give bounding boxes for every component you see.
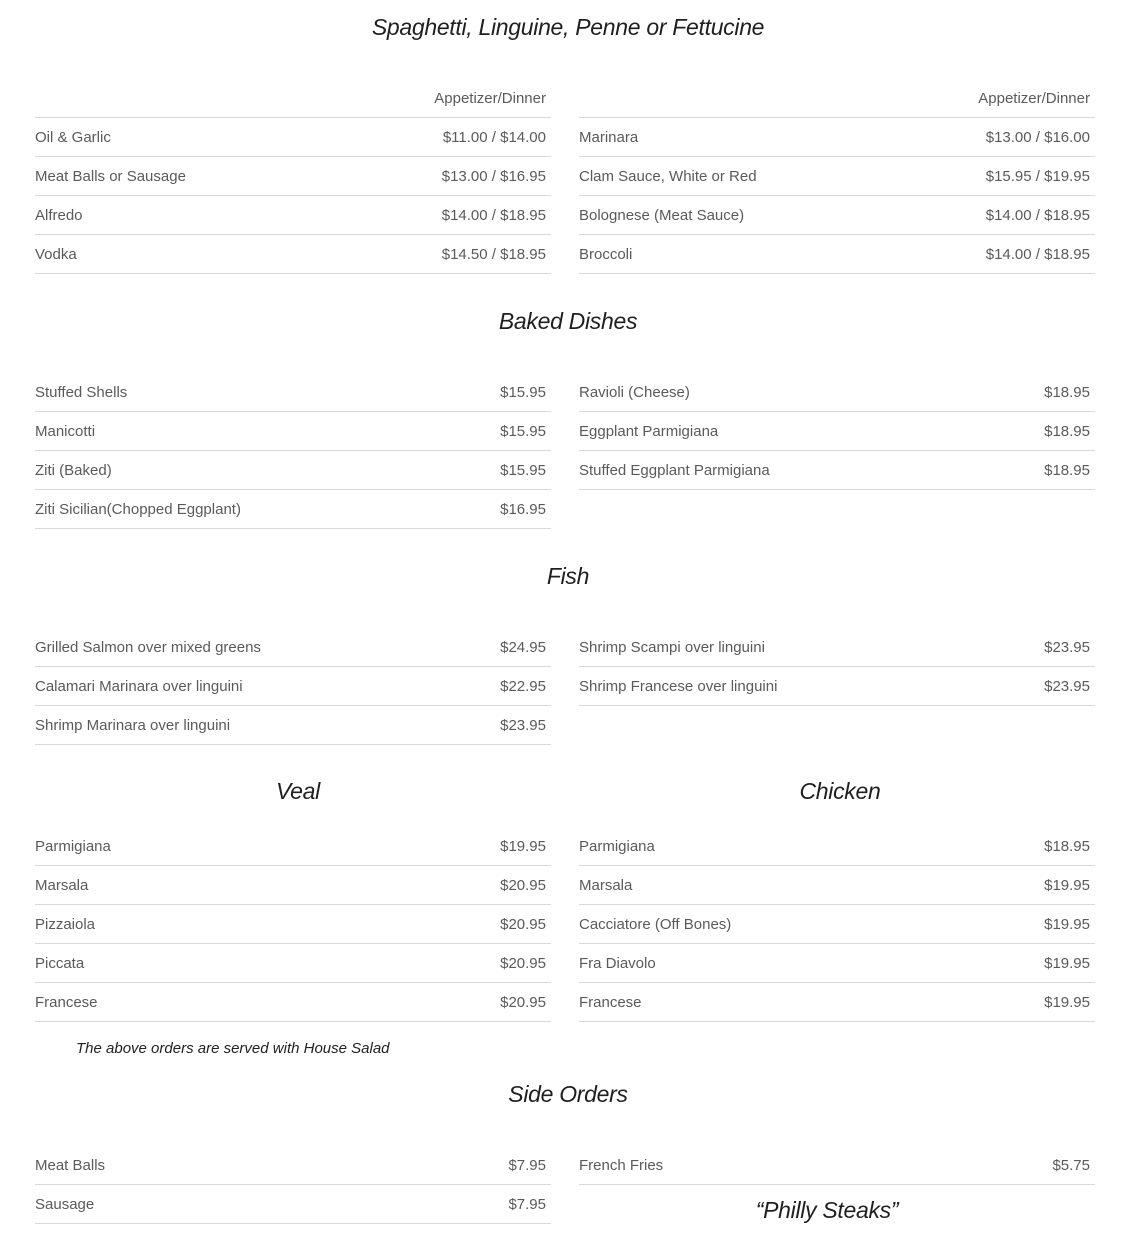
item-name: Francese bbox=[35, 993, 98, 1011]
item-name: Calamari Marinara over linguini bbox=[35, 677, 243, 695]
item-price: $24.95 bbox=[500, 638, 546, 656]
item-name: Clam Sauce, White or Red bbox=[579, 167, 757, 185]
item-price: $15.95 bbox=[500, 383, 546, 401]
menu-item bbox=[35, 706, 551, 745]
section-title-philly: “Philly Steaks” bbox=[755, 1197, 899, 1223]
item-name: Parmigiana bbox=[579, 837, 655, 855]
menu-item bbox=[579, 157, 1095, 196]
menu-item bbox=[35, 944, 551, 983]
menu-item bbox=[35, 628, 551, 667]
item-price: $18.95 bbox=[1044, 383, 1090, 401]
menu-item bbox=[35, 905, 551, 944]
item-name: Broccoli bbox=[579, 245, 633, 263]
item-name: Francese bbox=[579, 993, 642, 1011]
menu-item bbox=[579, 628, 1095, 667]
menu-item bbox=[35, 866, 551, 905]
item-name: Bolognese (Meat Sauce) bbox=[579, 206, 745, 224]
item-name: Grilled Salmon over mixed greens bbox=[35, 638, 261, 656]
item-price: $14.00 / $18.95 bbox=[441, 206, 546, 224]
item-name: Sausage bbox=[35, 1195, 95, 1213]
item-price: $22.95 bbox=[500, 677, 546, 695]
section-title-fish: Fish bbox=[546, 563, 590, 589]
column-header: Appetizer/Dinner bbox=[35, 79, 551, 118]
item-price: $13.00 / $16.00 bbox=[985, 128, 1090, 146]
item-name: Cacciatore (Off Bones) bbox=[579, 915, 732, 933]
item-name: Manicotti bbox=[35, 422, 96, 440]
item-price: $14.50 / $18.95 bbox=[441, 245, 546, 263]
menu-item bbox=[35, 451, 551, 490]
pasta-list-right bbox=[579, 79, 1095, 274]
item-price: $18.95 bbox=[1044, 422, 1090, 440]
fish-list-left bbox=[35, 628, 551, 745]
item-price: $15.95 / $19.95 bbox=[985, 167, 1090, 185]
veal-list bbox=[35, 827, 551, 1022]
item-price: $23.95 bbox=[1044, 677, 1090, 695]
item-name: French Fries bbox=[579, 1156, 664, 1174]
item-price: $20.95 bbox=[500, 876, 546, 894]
item-price: $19.95 bbox=[1044, 993, 1090, 1011]
item-name: Marsala bbox=[579, 876, 633, 894]
item-name: Marsala bbox=[35, 876, 89, 894]
baked-list-left bbox=[35, 373, 551, 529]
item-price: $18.95 bbox=[1044, 837, 1090, 855]
menu-item bbox=[35, 157, 551, 196]
menu-item bbox=[579, 196, 1095, 235]
column-header: Appetizer/Dinner bbox=[579, 79, 1095, 118]
menu-item bbox=[35, 235, 551, 274]
item-name: Shrimp Francese over linguini bbox=[579, 677, 778, 695]
menu-item bbox=[579, 983, 1095, 1022]
menu-item bbox=[35, 1185, 551, 1224]
menu-item bbox=[35, 1146, 551, 1185]
item-name: Pizzaiola bbox=[35, 915, 96, 933]
menu-item bbox=[579, 944, 1095, 983]
menu-item bbox=[579, 827, 1095, 866]
item-price: $19.95 bbox=[500, 837, 546, 855]
item-price: $23.95 bbox=[1044, 638, 1090, 656]
menu-item bbox=[579, 118, 1095, 157]
item-name: Shrimp Scampi over linguini bbox=[579, 638, 765, 656]
menu-item bbox=[579, 451, 1095, 490]
item-name: Meat Balls bbox=[35, 1156, 106, 1174]
menu-item bbox=[35, 373, 551, 412]
chicken-list bbox=[579, 827, 1095, 1022]
menu-item bbox=[35, 490, 551, 529]
item-name: Ziti (Baked) bbox=[35, 461, 112, 479]
item-price: $7.95 bbox=[508, 1195, 546, 1213]
item-price: $15.95 bbox=[500, 422, 546, 440]
item-name: Fra Diavolo bbox=[579, 954, 656, 972]
item-price: $7.95 bbox=[508, 1156, 546, 1174]
item-price: $19.95 bbox=[1044, 876, 1090, 894]
menu-item bbox=[579, 866, 1095, 905]
item-price: $23.95 bbox=[500, 716, 546, 734]
baked-list-right bbox=[579, 373, 1095, 490]
item-name: Oil & Garlic bbox=[35, 128, 111, 146]
item-name: Shrimp Marinara over linguini bbox=[35, 716, 231, 734]
menu-item bbox=[35, 412, 551, 451]
menu-item bbox=[579, 412, 1095, 451]
menu-item bbox=[35, 118, 551, 157]
house-salad-note: The above orders are served with House Salad bbox=[76, 1040, 390, 1057]
item-name: Ziti Sicilian(Chopped Eggplant) bbox=[35, 500, 241, 518]
item-price: $13.00 / $16.95 bbox=[441, 167, 546, 185]
menu-item bbox=[579, 905, 1095, 944]
item-name: Piccata bbox=[35, 954, 85, 972]
item-price: $5.75 bbox=[1052, 1156, 1090, 1174]
item-price: $15.95 bbox=[500, 461, 546, 479]
pasta-list-left bbox=[35, 79, 551, 274]
menu-item bbox=[35, 667, 551, 706]
item-name: Stuffed Shells bbox=[35, 383, 128, 401]
item-price: $20.95 bbox=[500, 915, 546, 933]
menu-item bbox=[35, 983, 551, 1022]
menu-item bbox=[579, 373, 1095, 412]
item-price: $11.00 / $14.00 bbox=[442, 128, 546, 146]
fish-list-right bbox=[579, 628, 1095, 706]
item-name: Marinara bbox=[579, 128, 639, 146]
item-name: Alfredo bbox=[35, 206, 83, 224]
item-name: Stuffed Eggplant Parmigiana bbox=[579, 461, 770, 479]
item-price: $20.95 bbox=[500, 954, 546, 972]
section-title-veal: Veal bbox=[276, 778, 320, 804]
item-name: Eggplant Parmigiana bbox=[579, 422, 719, 440]
section-title-baked: Baked Dishes bbox=[498, 308, 638, 334]
menu-item bbox=[579, 667, 1095, 706]
item-name: Meat Balls or Sausage bbox=[35, 167, 186, 185]
item-price: $18.95 bbox=[1044, 461, 1090, 479]
section-title-chicken: Chicken bbox=[799, 778, 881, 804]
sides-list-right bbox=[579, 1146, 1095, 1185]
sides-list-left bbox=[35, 1146, 551, 1224]
section-title-pasta: Spaghetti, Linguine, Penne or Fettucine bbox=[371, 14, 765, 40]
menu-item bbox=[579, 235, 1095, 274]
section-title-sides: Side Orders bbox=[508, 1081, 628, 1107]
item-price: $19.95 bbox=[1044, 915, 1090, 933]
item-name: Parmigiana bbox=[35, 837, 111, 855]
item-price: $16.95 bbox=[500, 500, 546, 518]
item-price: $19.95 bbox=[1044, 954, 1090, 972]
item-name: Ravioli (Cheese) bbox=[579, 383, 690, 401]
item-price: $20.95 bbox=[500, 993, 546, 1011]
item-price: $14.00 / $18.95 bbox=[985, 206, 1090, 224]
menu-item bbox=[35, 827, 551, 866]
item-price: $14.00 / $18.95 bbox=[985, 245, 1090, 263]
menu-item bbox=[35, 196, 551, 235]
item-name: Vodka bbox=[35, 245, 77, 263]
menu-item bbox=[579, 1146, 1095, 1185]
